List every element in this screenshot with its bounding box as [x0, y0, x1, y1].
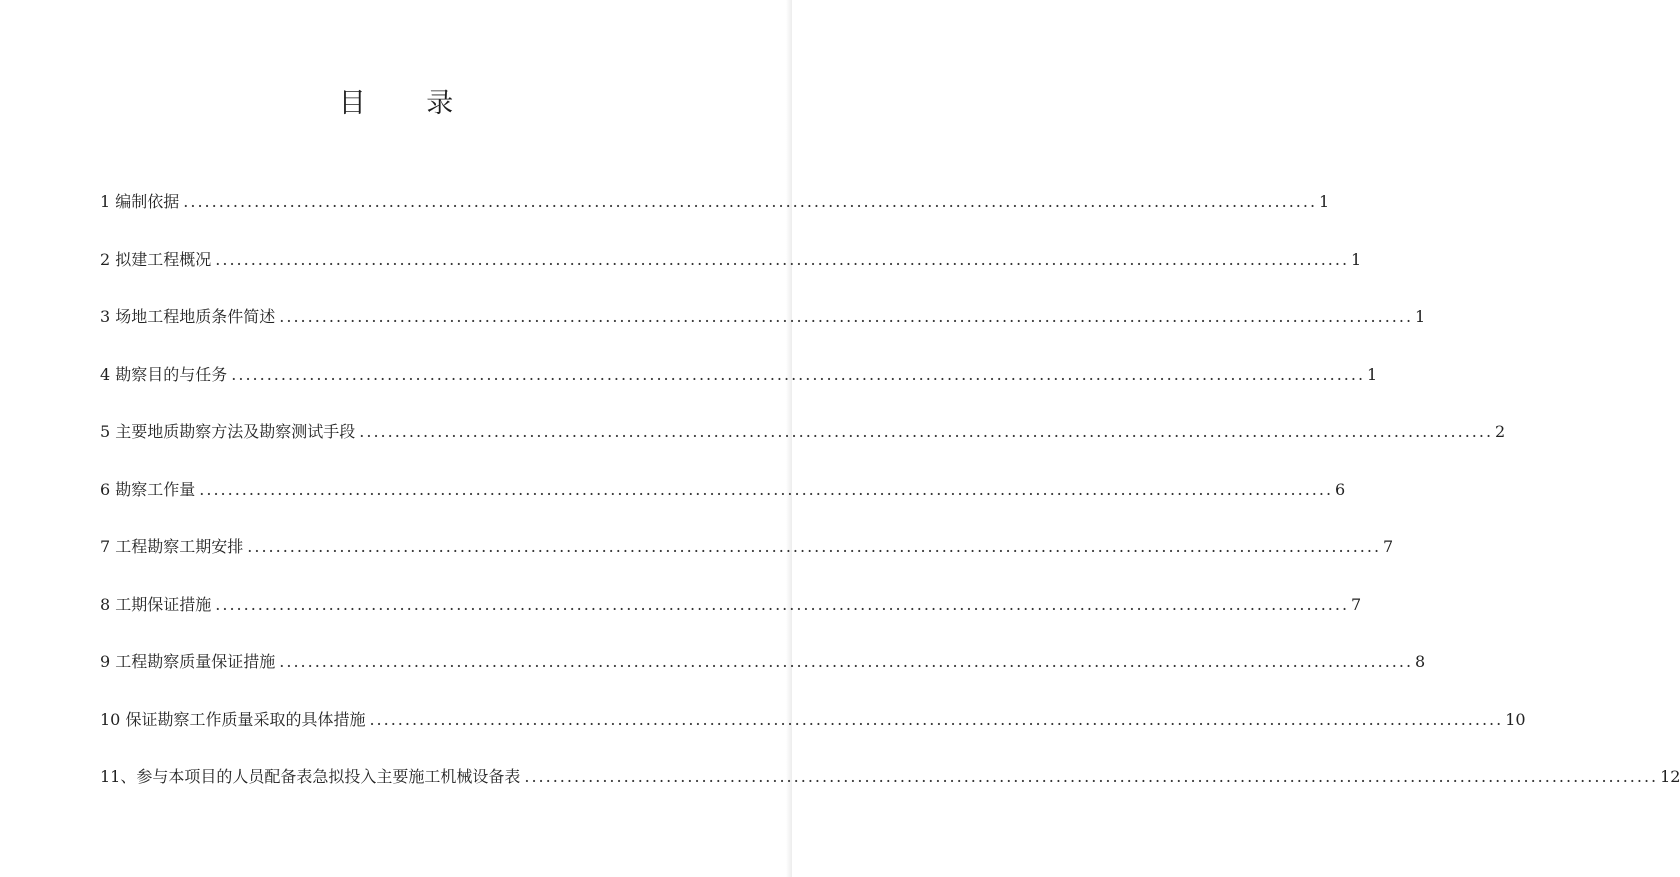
toc-entry-label: 9 工程勘察质量保证措施: [100, 652, 276, 671]
toc-page-number: 7: [1351, 594, 1362, 614]
toc-entry-8[interactable]: [100, 585, 1362, 643]
toc-dot-leader: ................................................................................................................................................................: [279, 652, 1414, 671]
toc-entry-label: 7 工程勘察工期安排: [100, 537, 244, 556]
table-of-contents: [100, 182, 1680, 815]
toc-entry-label: 8 工期保证措施: [100, 594, 212, 614]
toc-dot-leader: ................................................................................................................................................................: [199, 479, 1334, 499]
toc-entry-2[interactable]: [100, 240, 1362, 298]
toc-entry-7[interactable]: [100, 527, 1394, 585]
toc-entry-label: 6 勘察工作量: [100, 479, 196, 499]
toc-page-number: 1: [1351, 249, 1362, 269]
toc-page-number: 8: [1415, 652, 1426, 671]
toc-dot-leader: ................................................................................................................................................................: [183, 192, 1318, 211]
toc-entry-4[interactable]: [100, 355, 1378, 413]
toc-page-number: 10: [1505, 709, 1526, 729]
toc-entry-label: 10 保证勘察工作质量采取的具体措施: [100, 709, 366, 729]
toc-entry-label: 11、参与本项目的人员配备表急拟投入主要施工机械设备表: [100, 767, 521, 786]
toc-entry-label: 2 拟建工程概况: [100, 249, 212, 269]
toc-dot-leader: ................................................................................................................................................................: [279, 307, 1414, 326]
toc-dot-leader: ................................................................................................................................................................: [524, 767, 1659, 786]
toc-entry-label: 3 场地工程地质条件简述: [100, 307, 276, 326]
toc-entry-label: 5 主要地质勘察方法及勘察测试手段: [100, 422, 356, 441]
toc-page-number: 12: [1660, 767, 1680, 786]
toc-entry-label: 4 勘察目的与任务: [100, 364, 228, 384]
toc-entry-11[interactable]: [100, 757, 1680, 815]
toc-entry-1[interactable]: [100, 182, 1330, 240]
toc-page-number: 6: [1335, 479, 1346, 499]
toc-page-number: 2: [1495, 422, 1506, 441]
toc-page-number: 1: [1415, 307, 1426, 326]
toc-dot-leader: ................................................................................................................................................................: [231, 364, 1366, 384]
toc-entry-3[interactable]: [100, 297, 1426, 355]
toc-dot-leader: ................................................................................................................................................................: [369, 709, 1504, 729]
toc-dot-leader: ................................................................................................................................................................: [359, 422, 1494, 441]
document-title: 目 录: [338, 88, 480, 119]
toc-page-number: 7: [1383, 537, 1394, 556]
toc-entry-5[interactable]: [100, 412, 1506, 470]
toc-dot-leader: ................................................................................................................................................................: [215, 249, 1350, 269]
toc-page-number: 1: [1319, 192, 1330, 211]
toc-entry-6[interactable]: [100, 470, 1346, 528]
toc-entry-10[interactable]: [100, 700, 1526, 758]
toc-page-number: 1: [1367, 364, 1378, 384]
toc-entry-9[interactable]: [100, 642, 1426, 700]
toc-dot-leader: ................................................................................................................................................................: [215, 594, 1350, 614]
toc-entry-label: 1 编制依据: [100, 192, 180, 211]
toc-dot-leader: ................................................................................................................................................................: [247, 537, 1382, 556]
